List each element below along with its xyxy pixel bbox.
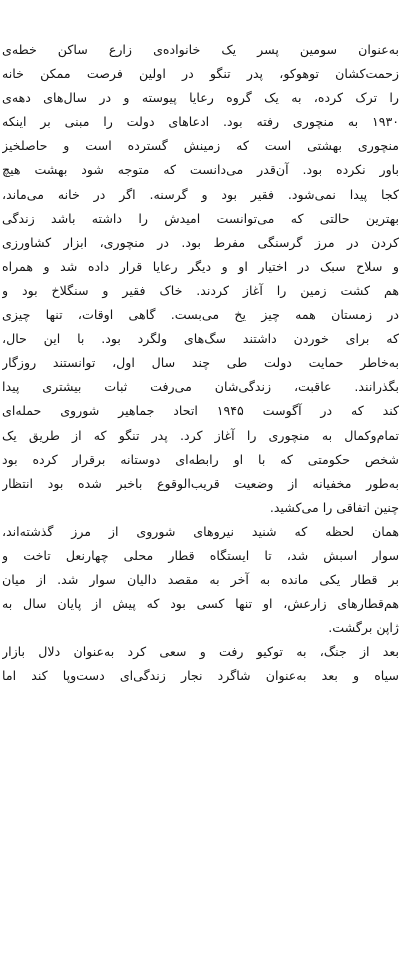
text-line: همان لحظه که شنید نیروهای شوروی از مرز گذشته‌اند، <box>2 523 399 539</box>
body-text <box>2 38 399 689</box>
text-line: سوار اسبش شد، تا ایستگاه قطار محلی چهارنعل تاخت و <box>2 547 399 563</box>
text-line: کردن در مرز گرسنگی مفرط بود. در منچوری، ابزار کشاورزی <box>2 234 399 250</box>
text-line: تمام‌وکمال به منچوری را آغاز کرد. پدر تنگو که از طریق یک <box>2 427 399 443</box>
text-line: که برای خوردن داشتند سگ‌های ولگرد بود. با این حال، <box>2 331 399 347</box>
text-line: به‌طور مخفیانه از وضعیت قریب‌الوقوع باخبر شده بود انتظار <box>2 475 399 491</box>
text-line: شخص حکومتی که با او رابطه‌ای دوستانه برقرار کرده بود <box>2 451 399 467</box>
text-line: چنین اتفاقی را می‌کشید. <box>269 499 399 515</box>
text-line: باور نکرده بود. آن‌قدر می‌دانست که متوجه شود بهشت هیچ <box>2 162 399 178</box>
text-line: زحمت‌کشان توهوکو، پدر تنگو در اولین فرصت ممکن خانه <box>2 66 399 82</box>
text-line: بعد از جنگ، به توکیو رفت و سعی کرد به‌عنوان دلال بازار <box>2 644 399 660</box>
text-line: را ترک کرده، به یک گروه رعایا پیوسته و در سال‌های دهه‌ی <box>2 90 399 106</box>
text-line: بر قطار یکی مانده به آخر به مقصد دالیان سوار شد. از میان <box>2 572 399 588</box>
text-line: ژاپن برگشت. <box>328 620 399 636</box>
text-line: به‌عنوان سومین پسر یک خانواده‌ی زارع ساکن خطه‌ی <box>2 42 399 57</box>
text-line: به‌خاطر حمایت دولت طی چند سال اول، توانستند روزگار <box>2 355 399 371</box>
text-line: منچوری بهشتی است که زمینش گسترده است و حاصلخیز <box>2 138 399 154</box>
text-line: بگذرانند. عاقبت، زندگی‌شان می‌رفت ثبات بیشتری پیدا <box>2 379 399 395</box>
text-line: هم کشت زمین را آغاز کردند. خاک فقیر و سنگلاخ بود و <box>2 282 399 298</box>
text-line: هم‌قطارهای زارعش، او تنها کسی بود که پیش از پایان سال به <box>2 596 399 612</box>
text-line: کند که در آگوست ۱۹۴۵ اتحاد جماهیر شوروی حمله‌ای <box>2 403 399 419</box>
text-line: کجا پیدا نمی‌شود. فقیر بود و گرسنه. اگر در خانه می‌ماند، <box>2 186 399 202</box>
text-line: بهترین حالتی که می‌توانست امیدش را داشته باشد زندگی <box>2 210 399 226</box>
text-line: سیاه و بعد به‌عنوان شاگرد نجار زندگی‌ای دست‌وپا کند اما <box>2 668 399 684</box>
text-line: و سلاح سبک در اختیار او و دیگر رعایا قرار داده شد و همراه <box>2 258 399 274</box>
text-line: ۱۹۳۰ به منچوری رفته بود. ادعاهای دولت را مبنی بر اینکه <box>2 114 399 130</box>
text-line: در زمستان همه چیز یخ می‌بست. گاهی اوقات، تنها چیزی <box>2 307 399 323</box>
